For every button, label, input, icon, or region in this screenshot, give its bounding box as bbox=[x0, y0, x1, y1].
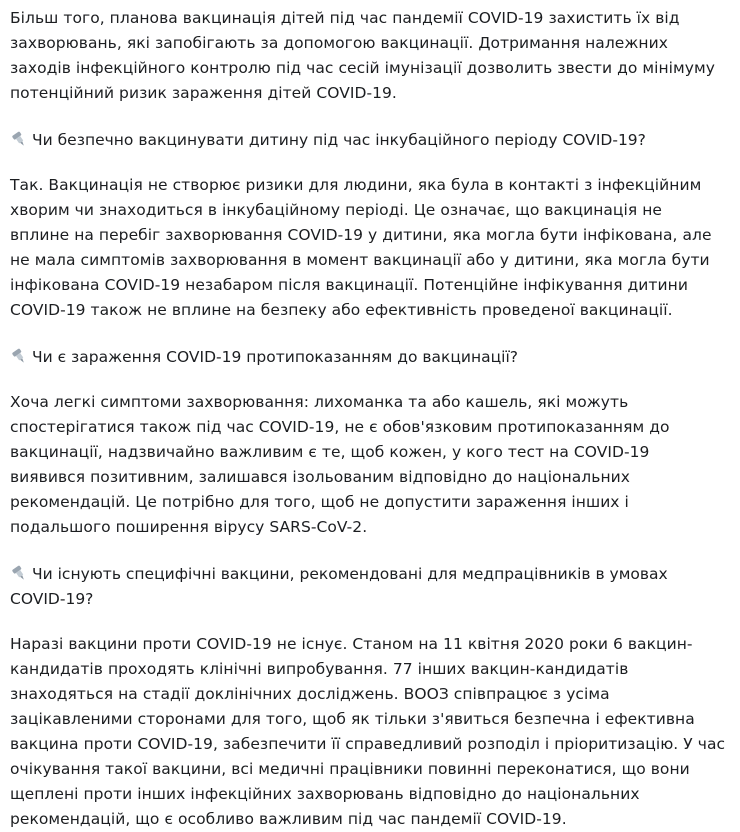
question-text: Чи існують специфічні вакцини, рекомендовані для медпрацівників в умовах COVID-19? bbox=[10, 565, 668, 608]
question-incubation bbox=[6, 128, 726, 153]
question-text: Чи безпечно вакцинувати дитину під час інкубаційного періоду COVID-19? bbox=[32, 131, 646, 149]
pin-icon bbox=[10, 348, 29, 365]
answer-healthworkers: Наразі вакцини проти COVID-19 не існує. Станом на 11 квітня 2020 роки 6 вакцин-кандидатів проходять клінічні випробування. 77 інших вакцин-кандидатів знаходяться на стадії доклінічних досліджень. ВООЗ співпрацює з усіма зацікавленими сторонами для того, щоб як тільки з'явиться безпечна і ефективна вакцина проти COVID-19, забезпечити її справедливий розподіл і пріоритизацію. У час очікування такої вакцини, всі медичні працівники повинні переконатися, що вони щеплені проти інших інфекційних захворювань відповідно до національних рекомендацій, що є особливо важливим під час пандемії COVID-19. bbox=[10, 635, 726, 828]
pin-icon bbox=[10, 565, 29, 582]
spacer bbox=[6, 323, 726, 345]
spacer bbox=[6, 612, 726, 632]
answer-contraindication: Хоча легкі симптоми захворювання: лихоманка та або кашель, які можуть спостерігатися також під час COVID-19, не є обов'язковим протипоказанням до вакцинації, надзвичайно важливим є те, щоб кожен, у кого тест на COVID-19 виявився позитивним, залишався ізольованим відповідно до національних рекомендацій. Це потрібно для того, щоб не допустити зараження інших і подальшого поширення вірусу SARS-CoV-2. bbox=[10, 393, 670, 536]
question-contraindication bbox=[6, 345, 726, 370]
spacer bbox=[6, 370, 726, 390]
question-healthworkers bbox=[6, 562, 726, 612]
pin-icon bbox=[10, 131, 29, 148]
answer-incubation: Так. Вакцинація не створює ризики для людини, яка була в контакті з інфекційним хворим чи знаходиться в інкубаційному періоді. Це означає, що вакцинація не вплине на перебіг захворювання COVID-19 у дитини, яка могла бути інфікована, але не мала симптомів захворювання в момент вакцинації або у дитини, яка могла бути інфікована COVID-19 незабаром після вакцинації. Потенційне інфікування дитини COVID-19 також не вплине на безпеку або ефективність проведеної вакцинації. bbox=[10, 176, 712, 319]
spacer bbox=[6, 153, 726, 173]
spacer bbox=[6, 540, 726, 562]
question-text: Чи є зараження COVID-19 протипоказанням до вакцинації? bbox=[32, 348, 519, 366]
intro-paragraph: Більш того, планова вакцинація дітей під час пандемії COVID-19 захистить їх від захворювань, які запобігають за допомогою вакцинації. Дотримання належних заходів інфекційного контролю під час сесій імунізації дозволить звести до мінімуму потенційний ризик зараження дітей COVID-19. bbox=[10, 9, 715, 102]
spacer bbox=[6, 106, 726, 128]
